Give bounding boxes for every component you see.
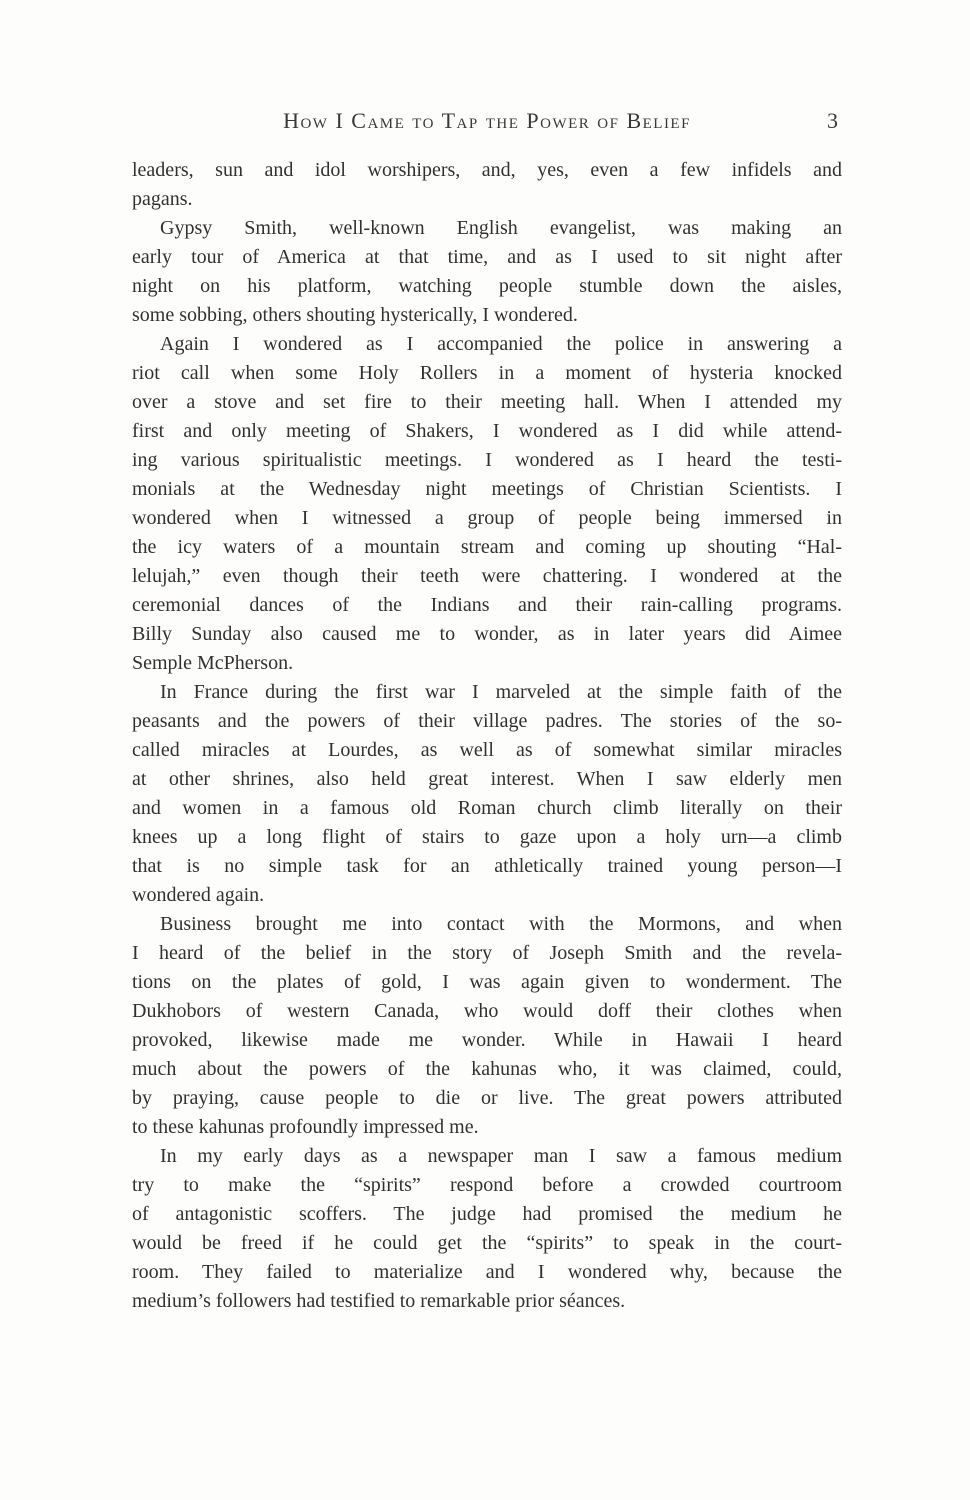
paragraph [132, 678, 842, 910]
text-line: and women in a famous old Roman church climb literally on their [132, 797, 842, 819]
text-line: In France during the first war I marveled at the simple faith of the [160, 681, 842, 703]
text-line: knees up a long flight of stairs to gaze upon a holy urn—a climb [132, 826, 842, 848]
text-line: Gypsy Smith, well-known English evangelist, was making an [160, 217, 842, 239]
text-line: Again I wondered as I accompanied the police in answering a [160, 333, 842, 355]
page-header-title: How I Came to Tap the Power of Belief [283, 108, 691, 133]
text-line: of antagonistic scoffers. The judge had promised the medium he [132, 1203, 842, 1225]
paragraph [132, 156, 842, 214]
text-line: tions on the plates of gold, I was again given to wonderment. The [132, 971, 842, 993]
text-line: leaders, sun and idol worshipers, and, yes, even a few infidels and [132, 159, 842, 181]
text-line: try to make the “spirits” respond before a crowded courtroom [132, 1174, 842, 1196]
text-line: riot call when some Holy Rollers in a moment of hysteria knocked [132, 362, 842, 384]
text-line: ing various spiritualistic meetings. I wondered as I heard the testi- [132, 449, 842, 471]
text-line: Billy Sunday also caused me to wonder, as in later years did Aimee [132, 623, 842, 645]
paragraph [132, 910, 842, 1142]
text-line: room. They failed to materialize and I wondered why, because the [132, 1261, 842, 1283]
text-line: lelujah,” even though their teeth were chattering. I wondered at the [132, 565, 842, 587]
text-line: much about the powers of the kahunas who, it was claimed, could, [132, 1058, 842, 1080]
text-line: first and only meeting of Shakers, I wondered as I did while attend- [132, 420, 842, 442]
text-line: called miracles at Lourdes, as well as of somewhat similar miracles [132, 739, 842, 761]
text-line: Business brought me into contact with the Mormons, and when [160, 913, 842, 935]
text-line: some sobbing, others shouting hysterically, I wondered. [132, 304, 578, 326]
page-number: 3 [827, 108, 838, 133]
text-line: night on his platform, watching people stumble down the aisles, [132, 275, 842, 297]
running-head [132, 108, 842, 134]
text-line: early tour of America at that time, and as I used to sit night after [132, 246, 842, 268]
text-line: would be freed if he could get the “spirits” to speak in the court- [132, 1232, 842, 1254]
text-line: ceremonial dances of the Indians and their rain-calling programs. [132, 594, 842, 616]
text-line: provoked, likewise made me wonder. While in Hawaii I heard [132, 1029, 842, 1051]
text-line: monials at the Wednesday night meetings of Christian Scientists. I [132, 478, 842, 500]
text-line: to these kahunas profoundly impressed me. [132, 1116, 479, 1138]
text-line: pagans. [132, 188, 193, 210]
paragraph [132, 330, 842, 678]
text-line: over a stove and set fire to their meeting hall. When I attended my [132, 391, 842, 413]
text-line: at other shrines, also held great interest. When I saw elderly men [132, 768, 842, 790]
text-line: peasants and the powers of their village padres. The stories of the so- [132, 710, 842, 732]
text-line: I heard of the belief in the story of Joseph Smith and the revela- [132, 942, 842, 964]
text-line: Semple McPherson. [132, 652, 294, 674]
text-line: the icy waters of a mountain stream and coming up shouting “Hal- [132, 536, 842, 558]
text-line: medium’s followers had testified to remarkable prior séances. [132, 1290, 626, 1312]
text-block [132, 108, 842, 1316]
text-line: that is no simple task for an athletically trained young person—I [132, 855, 842, 877]
text-line: In my early days as a newspaper man I saw a famous medium [160, 1145, 842, 1167]
text-line: wondered when I witnessed a group of people being immersed in [132, 507, 842, 529]
body-text [132, 156, 842, 1316]
text-line: by praying, cause people to die or live. The great powers attributed [132, 1087, 842, 1109]
text-line: wondered again. [132, 884, 265, 906]
paragraph [132, 1142, 842, 1316]
text-line: Dukhobors of western Canada, who would doff their clothes when [132, 1000, 842, 1022]
paragraph [132, 214, 842, 330]
